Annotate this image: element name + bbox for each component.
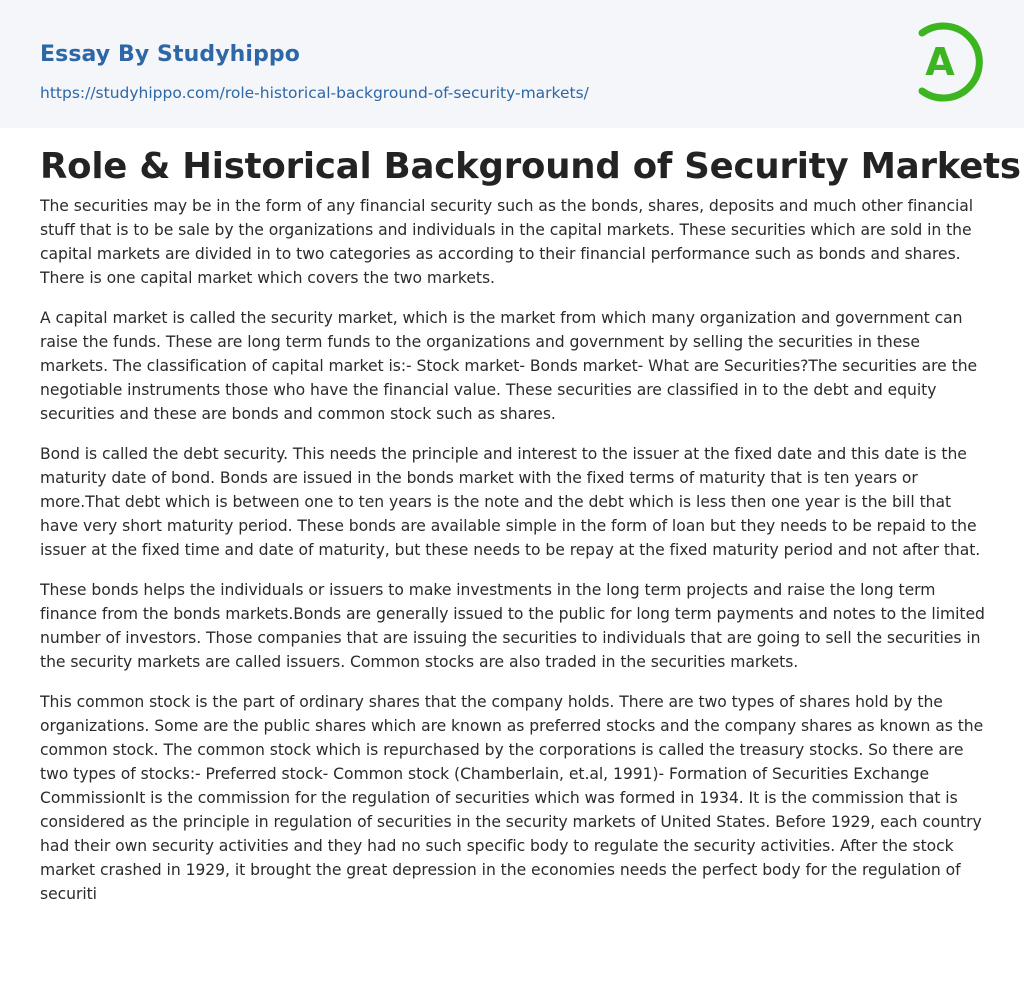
essay-url-link[interactable]: https://studyhippo.com/role-historical-background-of-security-markets/ — [40, 84, 589, 102]
essay-paragraph-2: A capital market is called the security market, which is the market from which many organization and government can raise the funds. These are long term funds to the organizations and government by selling the securities in these markets. The classification of capital market is:- Stock market- Bonds market- What are Securities?The securities are the negotiable instruments those who have the financial value. These securities are classified in to the debt and equity securities and these are bonds and common stock such as shares. — [40, 309, 978, 423]
essay-paragraph-3: Bond is called the debt security. This needs the principle and interest to the issuer at the fixed date and this date is the maturity date of bond. Bonds are issued in the bonds market with the fixed terms of maturity that is ten years or more.That debt which is between one to ten years is the note and the debt which is less then one year is the bill that have very short maturity period. These bonds are available simple in the form of loan but they needs to be repaid to the issuer at the fixed time and date of maturity, but these needs to be repay at the fixed maturity period and not after that. — [40, 445, 981, 559]
essay-body — [40, 194, 986, 922]
essay-paragraph-4: These bonds helps the individuals or issuers to make investments in the long term projects and raise the long term finance from the bonds markets.Bonds are generally issued to the public for long term payments and notes to the limited number of investors. Those companies that are issuing the securities to individuals that are going to sell the securities in the security markets are called issuers. Common stocks are also traded in the securities markets. — [40, 581, 985, 671]
essay-paragraph-1: The securities may be in the form of any financial security such as the bonds, shares, deposits and much other financial stuff that is to be sale by the organizations and individuals in the capital markets. These securities which are sold in the capital markets are divided in to two categories as according to their financial performance such as bonds and shares. There is one capital market which covers the two markets. — [40, 197, 974, 287]
essay-paragraph-5: This common stock is the part of ordinary shares that the company holds. There are two types of shares hold by the organizations. Some are the public shares which are known as preferred stocks and the company shares as known as the common stock. The common stock which is repurchased by the corporations is called the treasury stocks. So there are two types of stocks:- Preferred stock- Common stock (Chamberlain, et.al, 1991)- Formation of Securities Exchange CommissionIt is the commission for the regulation of securities which was formed in 1934. It is the commission that is considered as the principle in regulation of securities in the security markets of United States. Before 1929, each country had their own security activities and they had no such specific body to regulate the security activities. After the stock market crashed in 1929, it brought the great depression in the economies needs the perfect body for the regulation of securiti — [40, 693, 984, 903]
studyhippo-logo-icon[interactable] — [912, 19, 986, 105]
page-title: Role & Historical Background of Security Markets — [40, 146, 1021, 187]
logo-letter: A — [925, 40, 955, 84]
site-brand[interactable]: Essay By Studyhippo — [40, 42, 300, 67]
site-header — [0, 0, 1024, 128]
